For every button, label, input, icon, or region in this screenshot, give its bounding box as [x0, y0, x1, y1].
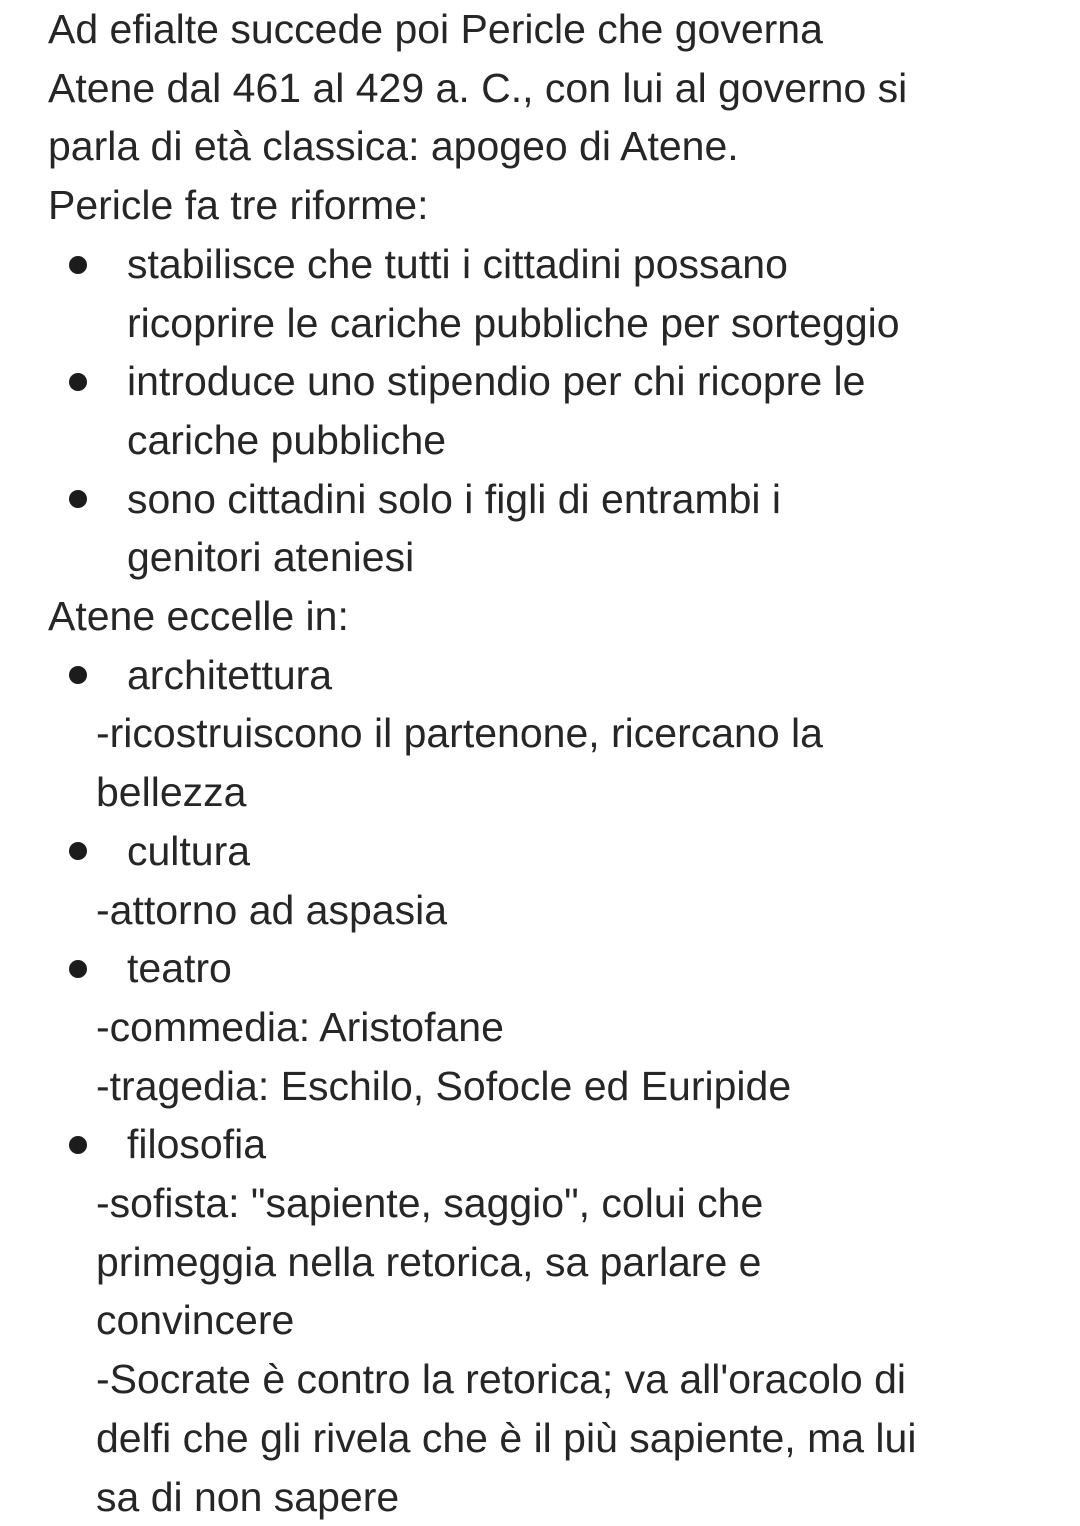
area-note: -ricostruiscono il partenone, ricercano la	[96, 710, 823, 757]
bullet-icon	[69, 1136, 87, 1154]
intro-line: Ad efialte succede poi Pericle che governa	[48, 6, 823, 52]
reforms-heading: Pericle fa tre riforme:	[48, 182, 429, 229]
bullet-icon	[69, 842, 87, 860]
bullet-icon	[69, 490, 87, 508]
area-note: sa di non sapere	[96, 1473, 400, 1520]
area-note: -tragedia: Eschilo, Sofocle ed Euripide	[96, 1062, 792, 1109]
intro-line: Atene dal 461 al 429 a. C., con lui al governo si	[48, 64, 908, 111]
reform-item-line: genitori ateniesi	[127, 534, 415, 581]
area-note: bellezza	[96, 769, 247, 816]
area-title: architettura	[127, 651, 333, 698]
bullet-icon	[69, 666, 87, 684]
reform-item-line: ricoprire le cariche pubbliche per sorteggio	[127, 299, 900, 346]
reform-item-line: sono cittadini solo i figli di entrambi i	[127, 475, 782, 522]
area-title: teatro	[127, 945, 232, 992]
area-note: convincere	[96, 1297, 295, 1344]
area-note: -attorno ad aspasia	[96, 886, 448, 933]
excellence-heading: Atene eccelle in:	[48, 593, 349, 639]
bullet-icon	[69, 256, 87, 274]
area-note: -sofista: "sapiente, saggio", colui che	[96, 1180, 764, 1226]
bullet-icon	[69, 373, 87, 391]
reform-item-line: cariche pubbliche	[127, 416, 447, 463]
bullet-icon	[69, 960, 87, 978]
area-note: delfi che gli rivela che è il più sapiente, ma lui	[96, 1414, 917, 1461]
intro-line: parla di età classica: apogeo di Atene.	[48, 123, 739, 170]
area-note: primeggia nella retorica, sa parlare e	[96, 1238, 762, 1285]
reform-item-line: stabilisce che tutti i cittadini possano	[127, 240, 788, 287]
area-title: cultura	[127, 827, 251, 874]
reform-item-line: introduce uno stipendio per chi ricopre le	[127, 358, 866, 405]
area-note: -Socrate è contro la retorica; va all'oracolo di	[96, 1356, 906, 1403]
area-note: -commedia: Aristofane	[96, 1003, 504, 1050]
area-title: filosofia	[127, 1121, 267, 1168]
